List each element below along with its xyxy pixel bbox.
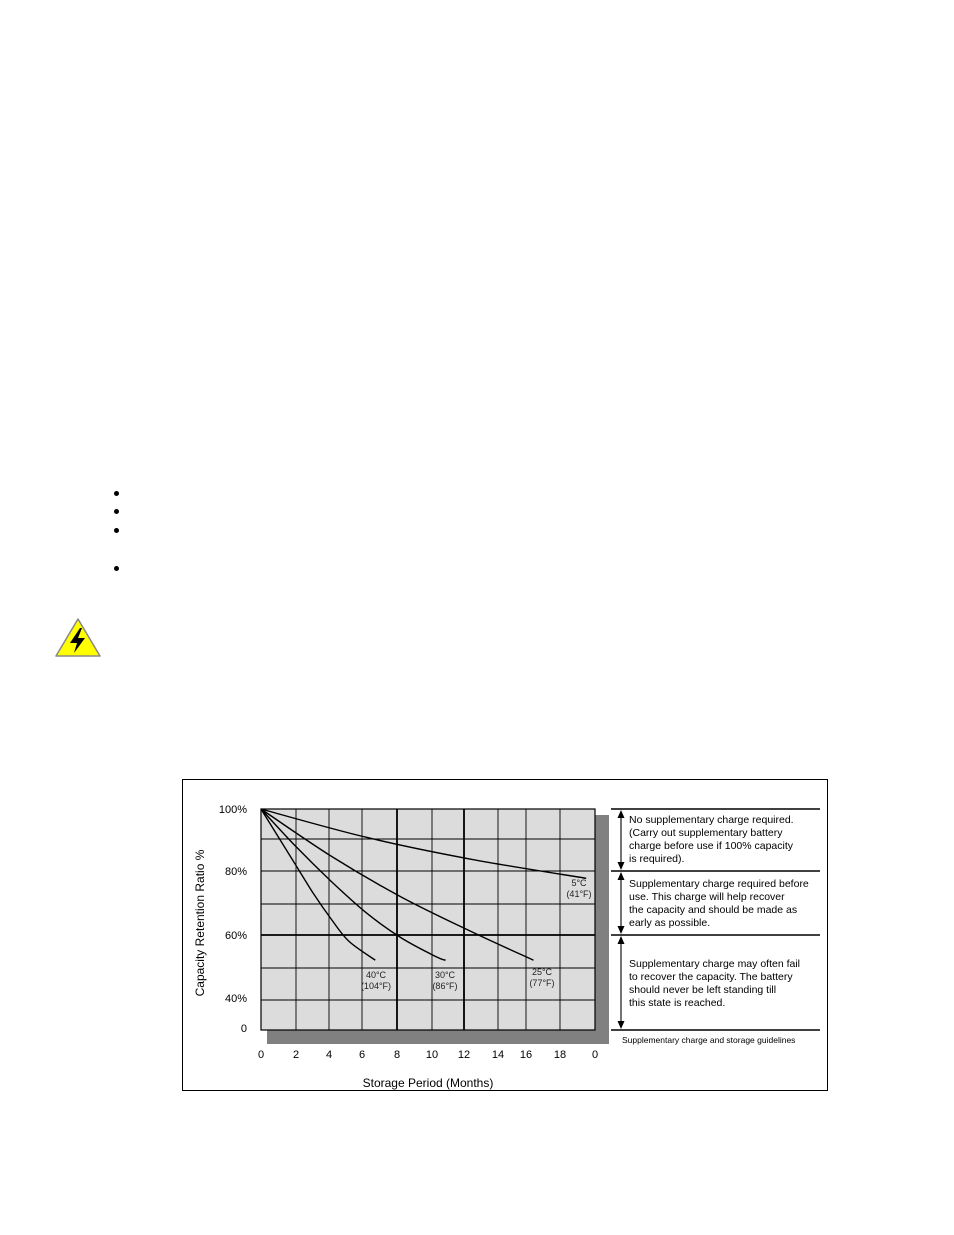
guideline-text-line: Supplementary charge required before (629, 878, 809, 890)
y-tick-label: 60% (224, 930, 247, 942)
series-label-line: (77°F) (529, 978, 555, 988)
y-tick-label: 40% (224, 993, 247, 1005)
y-tick-label: 0 (240, 1023, 247, 1035)
bullet-item (114, 528, 119, 533)
x-axis-label: Storage Period (Months) (362, 1076, 494, 1090)
high-voltage-warning-icon (54, 616, 102, 658)
series-label-line: (41°F) (566, 889, 592, 899)
x-tick-label: 18 (553, 1049, 567, 1061)
guideline-text-line: the capacity and should be made as (629, 904, 798, 916)
guideline-text-line: should never be left standing till (629, 984, 777, 996)
y-tick-label: 100% (218, 804, 247, 816)
x-tick-label: 12 (457, 1049, 471, 1061)
guideline-text (629, 878, 809, 929)
guideline-text-line: Supplementary charge may often fail (629, 958, 801, 970)
x-tick-label: 14 (491, 1049, 505, 1061)
zone-arrow-down-head (618, 926, 625, 934)
capacity-retention-chart (183, 780, 829, 1092)
bullet-item (114, 491, 119, 496)
x-tick-label: 2 (292, 1049, 300, 1061)
x-tick-label: 16 (519, 1049, 533, 1061)
series-label-line: (86°F) (432, 981, 458, 991)
x-tick-label: 8 (393, 1049, 401, 1061)
guideline-text-line: No supplementary charge required. (629, 814, 794, 826)
y-axis-label: Capacity Retention Ratio % (193, 849, 207, 997)
x-tick-label: 10 (425, 1049, 439, 1061)
guideline-text-line: charge before use if 100% capacity (629, 840, 794, 852)
y-tick-label: 80% (224, 866, 247, 878)
series-label-line: 30°C (434, 970, 456, 980)
zone-arrow-up-head (618, 810, 625, 818)
series-label-line: 5°C (571, 878, 587, 888)
guideline-text-line: this state is reached. (629, 997, 726, 1009)
guideline-text-line: use. This charge will help recover (629, 891, 785, 903)
bullet-item (114, 566, 119, 571)
series-label-line: (104°F) (360, 981, 392, 991)
x-tick-label: 4 (325, 1049, 333, 1061)
zone-arrow-up-head (618, 936, 625, 944)
zone-arrow-down-head (618, 862, 625, 870)
x-tick-label: 6 (358, 1049, 366, 1061)
guideline-text (629, 814, 794, 865)
capacity-retention-figure (182, 779, 828, 1091)
plot-area (261, 809, 595, 1030)
zone-arrow-down-head (618, 1021, 625, 1029)
guideline-text-line: (Carry out supplementary battery (629, 827, 783, 839)
series-label (529, 967, 554, 988)
guideline-caption: Supplementary charge and storage guidelines (622, 1035, 796, 1045)
bullet-item (114, 509, 119, 514)
x-tick-label: 0 (257, 1049, 265, 1061)
guideline-text-line: early as possible. (629, 917, 711, 929)
x-tick-label: 0 (591, 1049, 599, 1061)
series-label-line: 40°C (365, 970, 387, 980)
guideline-text-line: is required). (629, 853, 685, 865)
zone-arrow-up-head (618, 872, 625, 880)
guideline-text (629, 958, 800, 1009)
guideline-text-line: to recover the capacity. The battery (629, 971, 793, 983)
series-label (432, 970, 457, 991)
series-label-line: 25°C (531, 967, 553, 977)
